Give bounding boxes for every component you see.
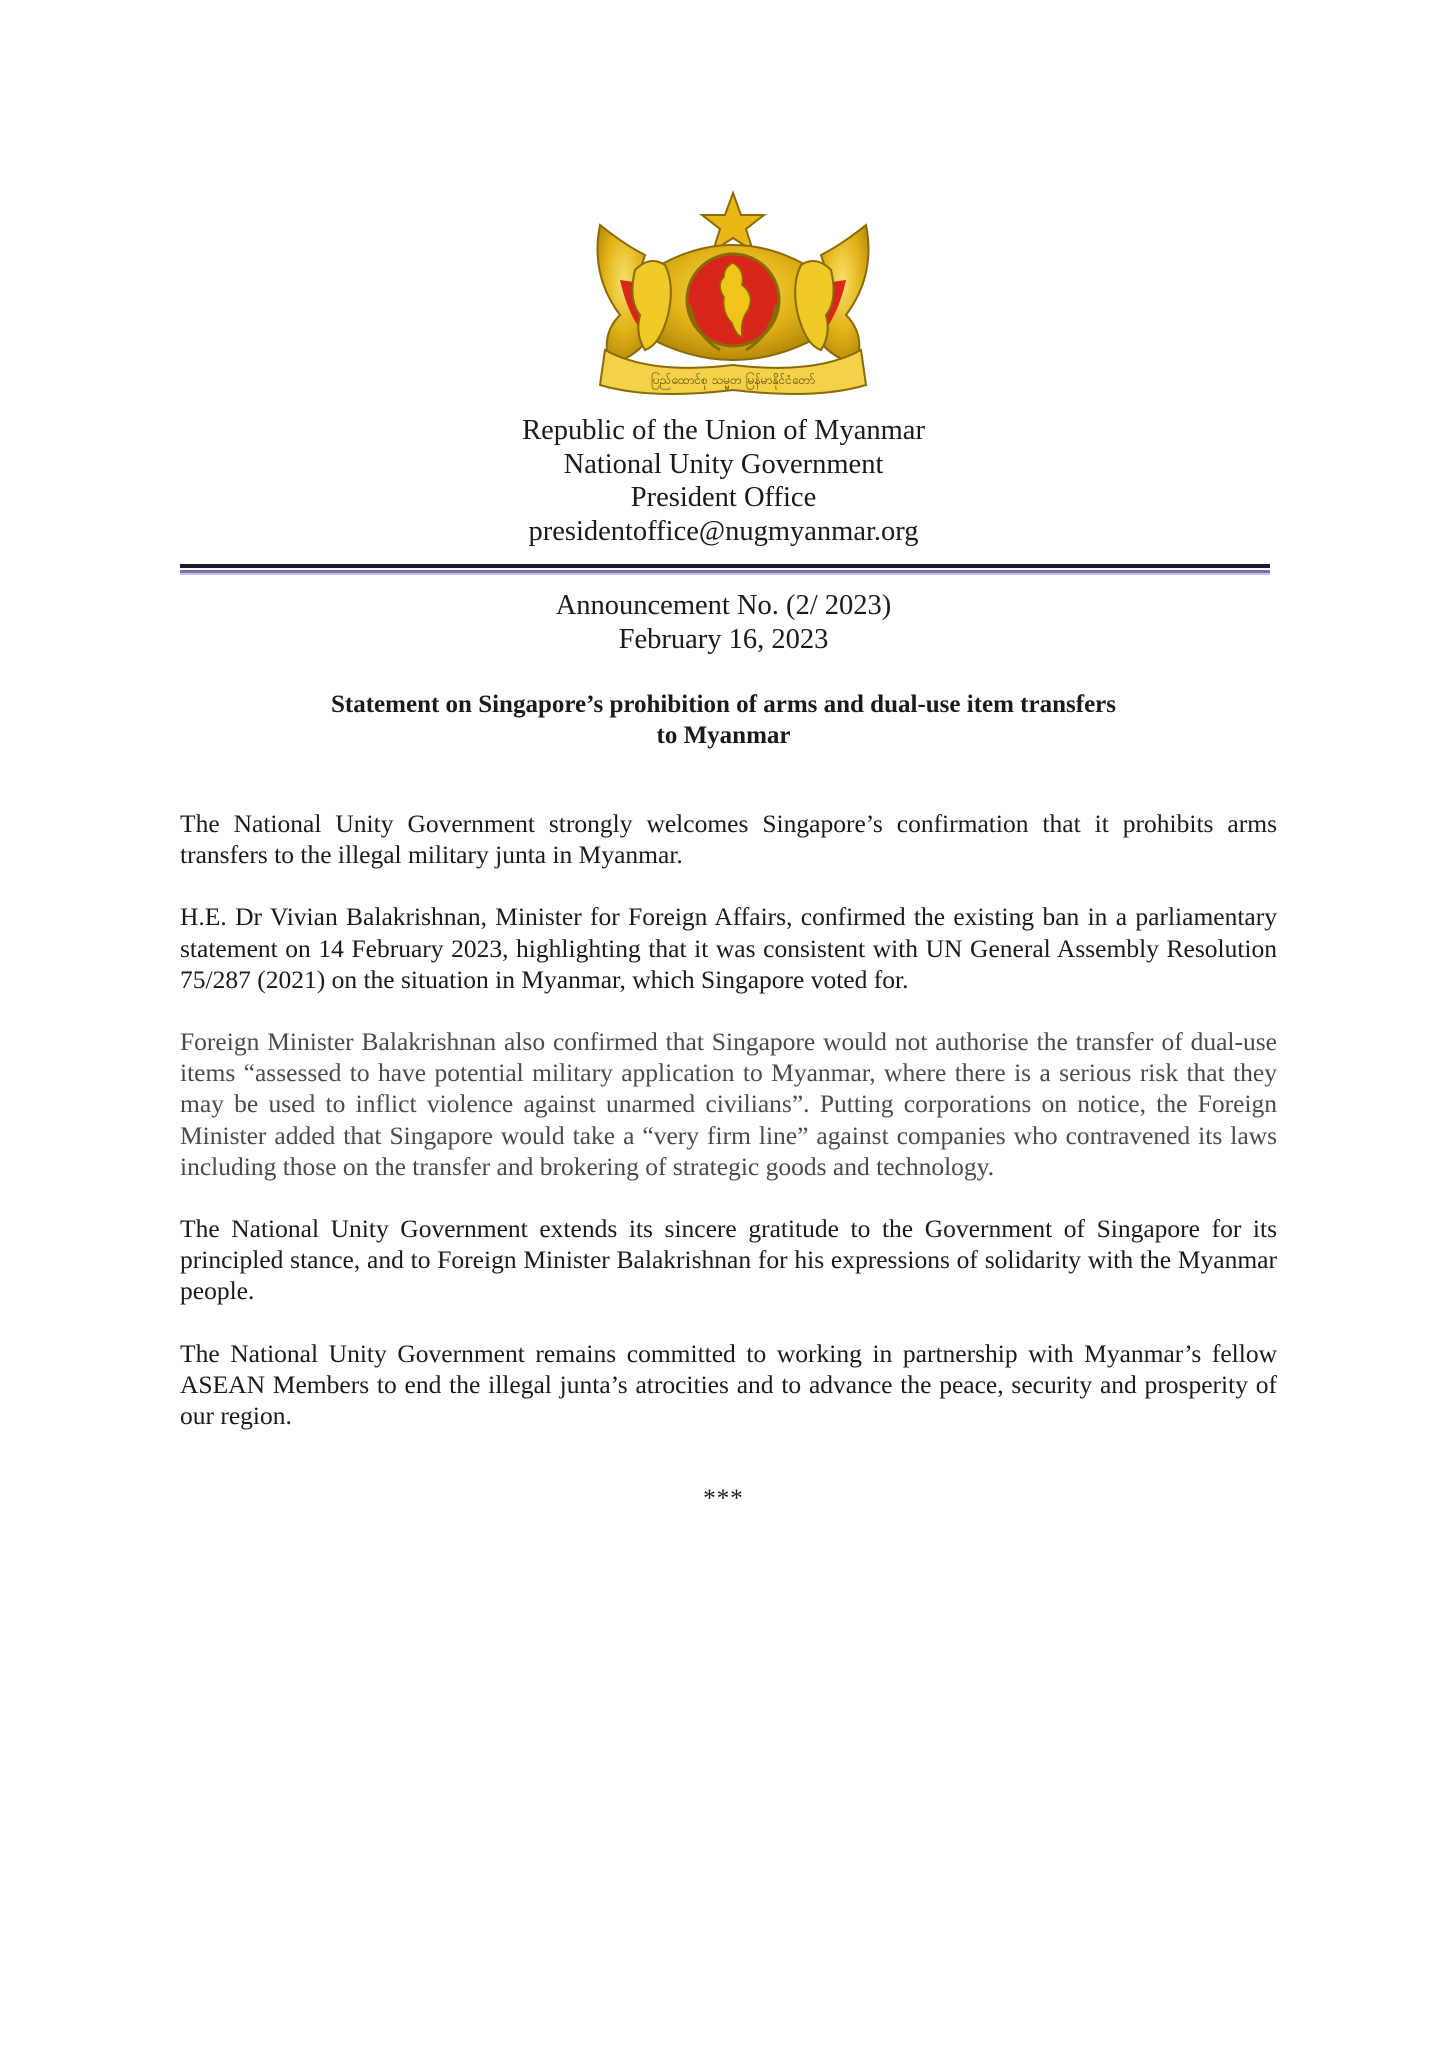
statement-title xyxy=(0,689,1447,751)
letterhead xyxy=(0,414,1447,548)
statement-title-line1: Statement on Singapore’s prohibition of arms and dual-use item transfers xyxy=(331,691,1116,718)
country-name: Republic of the Union of Myanmar xyxy=(522,415,925,446)
announcement-date: February 16, 2023 xyxy=(618,623,829,655)
paragraph: The National Unity Government remains committed to working in partnership with Myanmar’s fellow ASEAN Members to end the illegal junta’s atrocities and to advance the peace, security and prosperity of our region. xyxy=(180,1338,1277,1431)
paragraph: The National Unity Government extends its sincere gratitude to the Government of Singapore for its principled stance, and to Foreign Minister Balakrishnan for his expressions of solidarity with the Myanmar people. xyxy=(180,1214,1277,1306)
state-emblem-icon xyxy=(590,185,876,400)
letterhead-divider xyxy=(180,564,1270,576)
emblem-scroll-text: ပြည်ထောင်စု သမ္မတ မြန်မာနိုင်ငံတော် xyxy=(650,373,816,387)
statement-body xyxy=(180,808,1277,1462)
paragraph: The National Unity Government strongly welcomes Singapore’s confirmation that it prohibits arms transfers to the illegal military junta in Myanmar. xyxy=(180,809,1277,870)
office-email[interactable]: presidentoffice@nugmyanmar.org xyxy=(528,515,919,547)
paragraph: Foreign Minister Balakrishnan also confirmed that Singapore would not authorise the transfer of dual-use items “assessed to have potential military application to Myanmar, where there is a serious risk that they may be used to inflict violence against unarmed civilians”. Putting corporations on notice, the Foreign Minister added that Singapore would take a “very firm line” against companies who contravened its laws including those on the transfer and brokering of strategic goods and technology. xyxy=(180,1027,1277,1181)
office-name: President Office xyxy=(630,482,817,513)
end-mark: *** xyxy=(703,1485,744,1512)
announcement-header xyxy=(0,589,1447,656)
announcement-number: Announcement No. (2/ 2023) xyxy=(555,590,892,621)
paragraph: H.E. Dr Vivian Balakrishnan, Minister for Foreign Affairs, confirmed the existing ban in a parliamentary statement on 14 February 2023, highlighting that it was consistent with UN General Assembly Resolution 75/287 (2021) on the situation in Myanmar, which Singapore voted for. xyxy=(180,902,1277,994)
statement-title-line2: to Myanmar xyxy=(656,722,791,749)
government-name: National Unity Government xyxy=(563,448,884,480)
